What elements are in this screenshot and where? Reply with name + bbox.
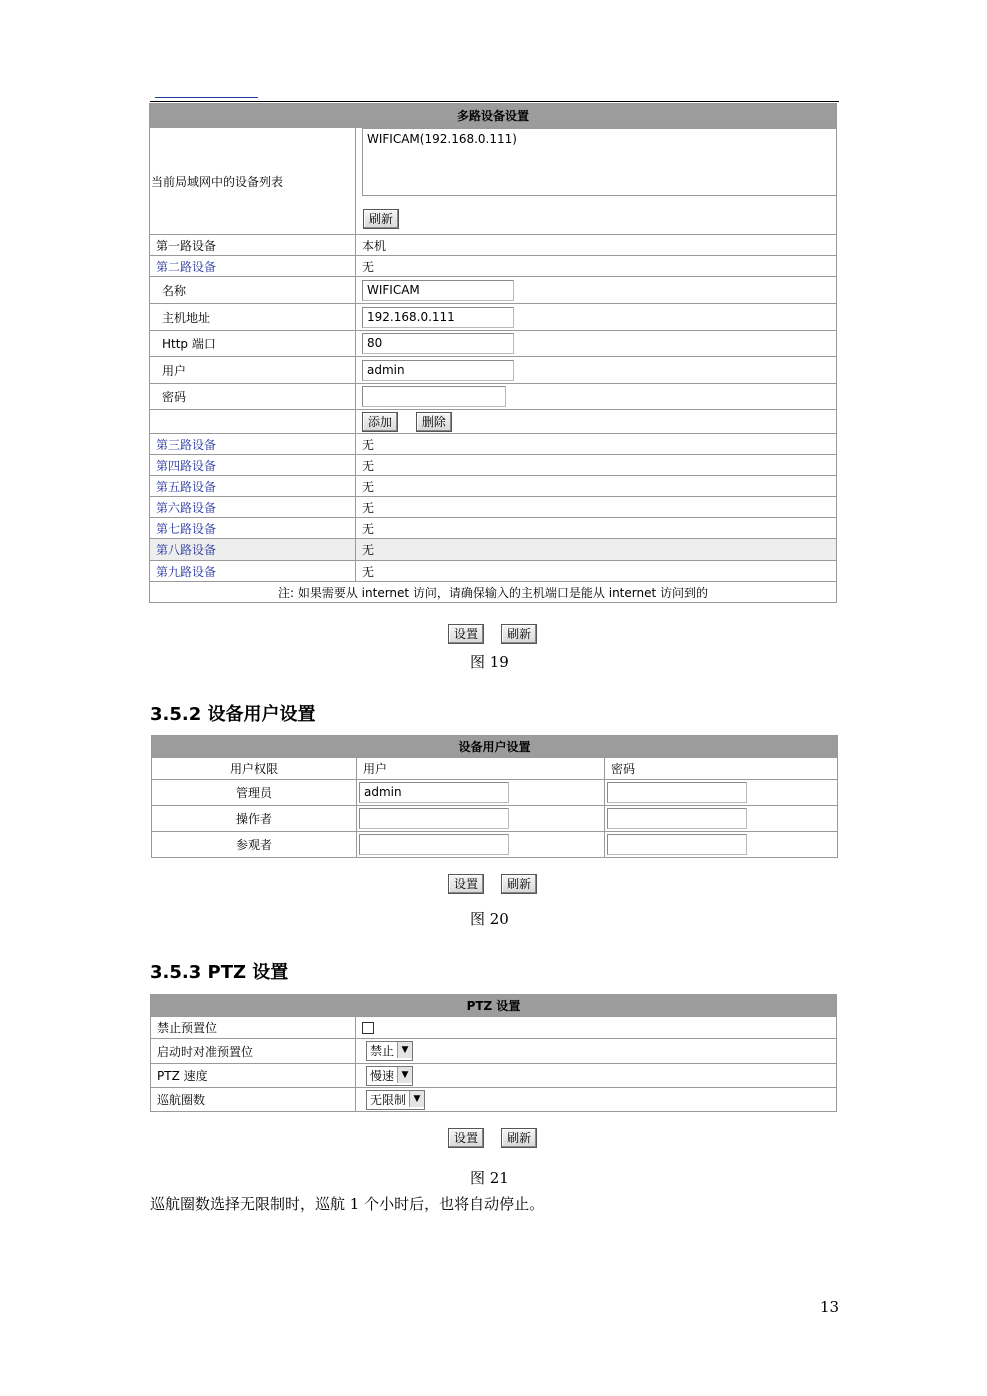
section-3-5-2-heading: 3.5.2 设备用户设置	[150, 704, 316, 725]
role-visitor-label: 参观者	[152, 832, 357, 858]
multi-device-table	[149, 103, 837, 603]
device-4-value: 无	[356, 455, 837, 476]
chevron-down-icon: ▼	[397, 1042, 412, 1058]
ptz-title: PTZ 设置	[151, 995, 837, 1017]
add-device-button[interactable]: 添加	[362, 412, 398, 432]
cruise-count-select[interactable]	[366, 1090, 425, 1110]
chevron-down-icon: ▼	[397, 1067, 412, 1083]
user-refresh-button[interactable]: 刷新	[501, 874, 537, 894]
col-password-header: 密码	[605, 758, 838, 780]
ptz-speed-value: 慢速	[370, 1068, 395, 1083]
device-4-link[interactable]: 第四路设备	[150, 455, 356, 476]
name-input[interactable]: WIFICAM	[362, 280, 514, 301]
admin-password-input[interactable]	[607, 782, 747, 803]
cruise-note-text: 巡航圈数选择无限制时，巡航 1 个小时后，也将自动停止。	[150, 1195, 545, 1213]
device-8-value: 无	[356, 539, 837, 561]
device-6-link[interactable]: 第六路设备	[150, 497, 356, 518]
device-list-item[interactable]: WIFICAM(192.168.0.111)	[367, 132, 517, 146]
section-3-5-3-heading: 3.5.3 PTZ 设置	[150, 962, 289, 983]
device-2-link[interactable]: 第二路设备	[150, 256, 356, 277]
device-1-label: 第一路设备	[150, 235, 356, 256]
device-user-title: 设备用户设置	[152, 736, 838, 758]
role-admin-label: 管理员	[152, 780, 357, 806]
multi-device-title: 多路设备设置	[150, 104, 837, 128]
page-number: 13	[820, 1298, 840, 1316]
port-input[interactable]: 80	[362, 333, 514, 354]
header-link-underline	[155, 97, 258, 98]
operator-user-input[interactable]	[359, 808, 509, 829]
name-label: 名称	[150, 277, 356, 304]
device-6-value: 无	[356, 497, 837, 518]
port-label: Http 端口	[150, 331, 356, 357]
figure-19-caption: 图 19	[470, 653, 509, 671]
password-input[interactable]	[362, 386, 506, 407]
device-user-table	[151, 735, 838, 858]
device-2-value: 无	[356, 256, 837, 277]
col-user-header: 用户	[357, 758, 605, 780]
ptz-refresh-button[interactable]: 刷新	[501, 1128, 537, 1148]
internet-note: 注: 如果需要从 internet 访问，请确保输入的主机端口是能从 internet 访问到的	[150, 582, 837, 603]
ptz-set-button[interactable]: 设置	[448, 1128, 484, 1148]
device-8-link[interactable]: 第八路设备	[150, 539, 356, 561]
disable-preset-label: 禁止预置位	[151, 1017, 356, 1039]
password-label: 密码	[150, 384, 356, 410]
delete-device-button[interactable]: 删除	[416, 412, 452, 432]
device-list-refresh-button[interactable]: 刷新	[363, 209, 399, 229]
user-set-button[interactable]: 设置	[448, 874, 484, 894]
startup-preset-label: 启动时对准预置位	[151, 1039, 356, 1064]
col-permission-header: 用户权限	[152, 758, 357, 780]
cruise-count-value: 无限制	[370, 1092, 407, 1107]
figure-20-caption: 图 20	[470, 910, 509, 928]
disable-preset-checkbox[interactable]	[362, 1022, 374, 1034]
figure-21-caption: 图 21	[470, 1169, 509, 1187]
admin-user-input[interactable]: admin	[359, 782, 509, 803]
ptz-table	[150, 994, 837, 1112]
device-7-value: 无	[356, 518, 837, 539]
cruise-count-label: 巡航圈数	[151, 1088, 356, 1112]
multi-device-refresh-button[interactable]: 刷新	[501, 624, 537, 644]
ptz-speed-select[interactable]	[366, 1066, 413, 1086]
device-9-link[interactable]: 第九路设备	[150, 561, 356, 582]
device-5-link[interactable]: 第五路设备	[150, 476, 356, 497]
device-9-value: 无	[356, 561, 837, 582]
device-5-value: 无	[356, 476, 837, 497]
ptz-speed-label: PTZ 速度	[151, 1064, 356, 1088]
user-input[interactable]: admin	[362, 360, 514, 381]
role-operator-label: 操作者	[152, 806, 357, 832]
device-list-label: 当前局域网中的设备列表	[150, 128, 356, 235]
host-input[interactable]: 192.168.0.111	[362, 307, 514, 328]
multi-device-set-button[interactable]: 设置	[448, 624, 484, 644]
device-1-value: 本机	[356, 235, 837, 256]
visitor-password-input[interactable]	[607, 834, 747, 855]
operator-password-input[interactable]	[607, 808, 747, 829]
startup-preset-value: 禁止	[370, 1044, 395, 1058]
device-listbox[interactable]	[362, 128, 837, 196]
startup-preset-select[interactable]	[366, 1041, 413, 1061]
host-label: 主机地址	[150, 304, 356, 331]
user-label: 用户	[150, 357, 356, 384]
chevron-down-icon: ▼	[409, 1091, 424, 1107]
header-rule	[150, 101, 839, 102]
device-3-value: 无	[356, 434, 837, 455]
visitor-user-input[interactable]	[359, 834, 509, 855]
device-3-link[interactable]: 第三路设备	[150, 434, 356, 455]
device-7-link[interactable]: 第七路设备	[150, 518, 356, 539]
